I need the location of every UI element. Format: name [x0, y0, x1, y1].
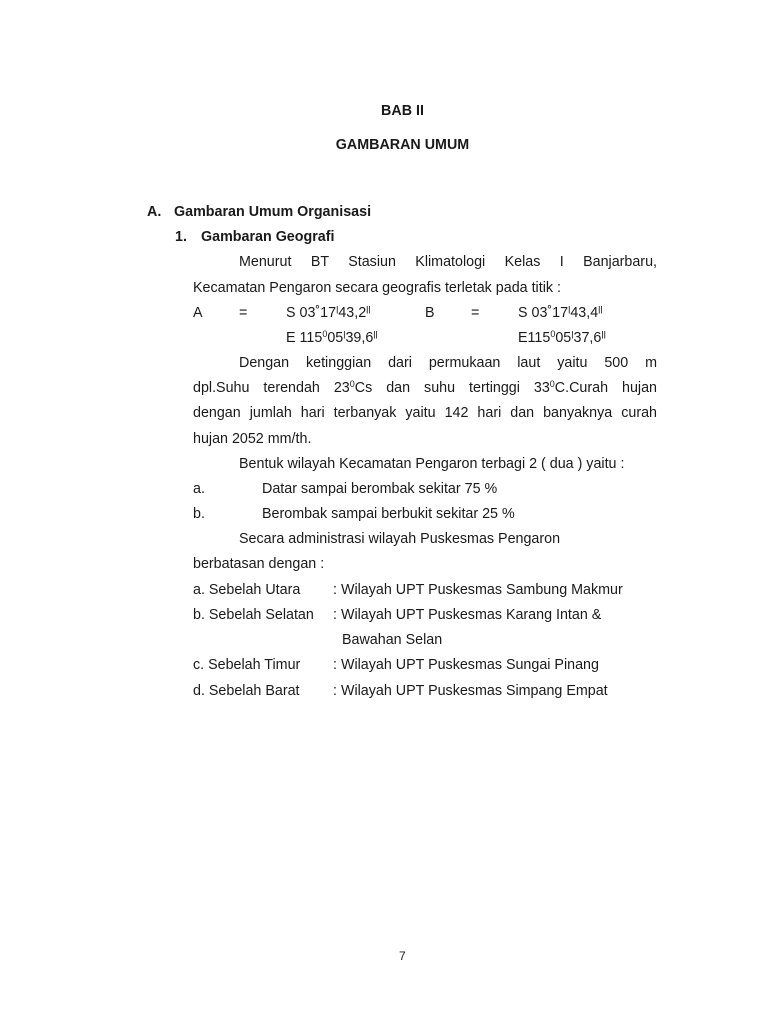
border-value-south-continued: Bawahan Selan: [342, 632, 443, 648]
paragraph2-line3: dengan jumlah hari terbanyak yaitu 142 hari dan banyaknya curah: [193, 405, 657, 421]
border-value-west: : Wilayah UPT Puskesmas Simpang Empat: [333, 683, 608, 699]
paragraph1-line2: Kecamatan Pengaron secara geografis terletak pada titik :: [193, 280, 561, 296]
paragraph2-line4: hujan 2052 mm/th.: [193, 431, 312, 447]
border-side-east: c. Sebelah Timur: [193, 657, 301, 673]
list-item-marker: b.: [193, 506, 205, 522]
border-side-south: b. Sebelah Selatan: [193, 607, 314, 623]
coord-a-equals: =: [239, 305, 248, 321]
list-item-marker: a.: [193, 481, 205, 497]
chapter-heading: BAB II: [381, 103, 424, 119]
paragraph4-line2: berbatasan dengan :: [193, 556, 325, 572]
border-value-south: : Wilayah UPT Puskesmas Karang Intan &: [333, 607, 602, 623]
coord-a-longitude: E $115^005ˡ39,6ˡˡ$: [286, 329, 378, 346]
coord-b-latitude: S 03˚17ˡ43,4ˡˡ: [518, 305, 603, 321]
list-item-text: Berombak sampai berbukit sekitar 25 %: [262, 506, 515, 522]
border-side-west: d. Sebelah Barat: [193, 683, 300, 699]
list-item-text: Datar sampai berombak sekitar 75 %: [262, 481, 498, 497]
coord-b-label: B: [425, 305, 435, 321]
section-title: Gambaran Umum Organisasi: [174, 204, 372, 220]
paragraph2-line1: Dengan ketinggian dari permukaan laut yaitu 500 m: [239, 355, 657, 371]
paragraph4-line1: Secara administrasi wilayah Puskesmas Pengaron: [239, 531, 561, 547]
paragraph1-line1: Menurut BT Stasiun Klimatologi Kelas I Banjarbaru,: [239, 254, 657, 270]
coord-a-latitude: S 03˚17ˡ43,2ˡˡ: [286, 305, 371, 321]
coord-a-label: A: [193, 305, 203, 321]
subsection-title: Gambaran Geografi: [201, 229, 335, 245]
page-number: 7: [399, 949, 406, 963]
paragraph2-line2: dpl.Suhu terendah $23^0Cs$ dan suhu tertinggi $33^0C.Curah$ hujan: [193, 379, 657, 396]
chapter-title: GAMBARAN UMUM: [335, 137, 470, 153]
subsection-number: 1.: [175, 229, 187, 245]
border-value-east: : Wilayah UPT Puskesmas Sungai Pinang: [333, 657, 599, 673]
coord-b-longitude: $E115^005ˡ37,6ˡˡ$: [518, 329, 606, 346]
paragraph3-intro: Bentuk wilayah Kecamatan Pengaron terbagi 2 ( dua ) yaitu :: [239, 456, 625, 472]
border-value-north: : Wilayah UPT Puskesmas Sambung Makmur: [333, 582, 623, 598]
coord-b-equals: =: [471, 305, 480, 321]
border-side-north: a. Sebelah Utara: [193, 582, 301, 598]
section-letter: A.: [147, 204, 162, 220]
